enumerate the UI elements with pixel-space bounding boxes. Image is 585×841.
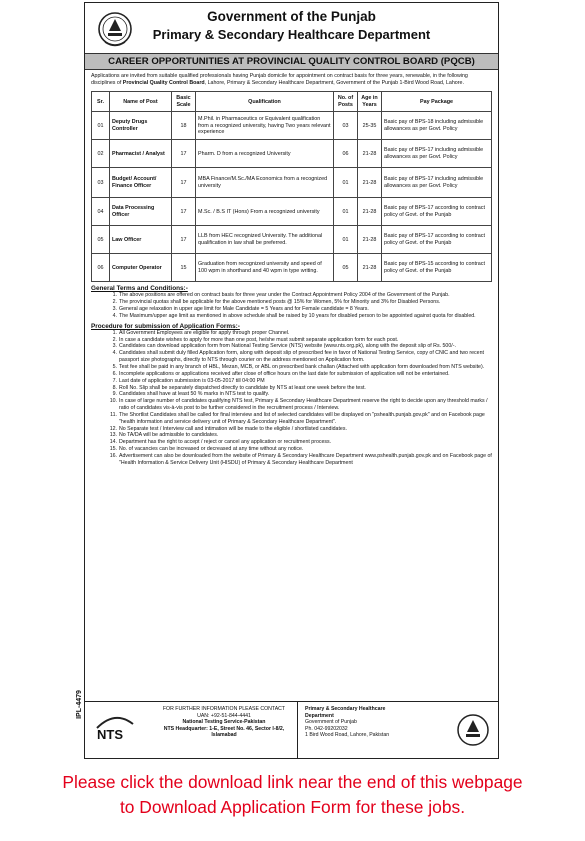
cell-post: Budget/ Account/ Finance Officer [110, 168, 172, 198]
list-item: 13. No TA/DA will be admissible to candidates. [109, 432, 219, 439]
col-header-scale: Basic Scale [172, 92, 196, 112]
list-item: 2. The provincial quotas shall be applicable for the above mentioned posts @ 15% for Women, 5% for Minority and 3% for Disabled Persons. [112, 299, 441, 306]
cell-pay: Basic pay of BPS-17 including admissible allowances as per Govt. Policy [382, 168, 492, 198]
list-item: 12. No Separate test / Interview call and intimation will be made to the eligible / shortlisted candidates. [109, 425, 347, 432]
cell-sr: 05 [92, 226, 110, 254]
list-item: 16. Advertisement can also be downloaded from the website of Primary & Secondary Healthcare Department www.pshealth.punjab.gov.pk and on Facebook page of "Health Information & Service Delivery Unit (HISDU) of Primary & Secondary Healthcare Department [109, 452, 492, 466]
cell-age: 21-28 [358, 198, 382, 226]
general-terms-heading: General Terms and Conditions:- [91, 285, 188, 293]
cell-qualification: Graduation from recognized university and speed of 100 wpm in shorthand and 40 wpm in type writing. [196, 254, 334, 282]
government-title: Government of the Punjab [207, 9, 376, 24]
cell-post: Law Officer [110, 226, 172, 254]
col-header-pay: Pay Package [382, 92, 492, 112]
cell-pay: Basic pay of BPS-18 including admissible allowances as per Govt. Policy [382, 112, 492, 140]
general-terms-list [112, 292, 492, 319]
list-item: 2. In case a candidate wishes to apply for more than one post, he/she must submit separate application form for each post. [112, 336, 399, 343]
cell-age: 21-28 [358, 168, 382, 198]
cell-pay: Basic pay of BPS-17 according to contract policy of Govt. of the Punjab [382, 226, 492, 254]
list-item: 8. Roll No. Slip shall be separately dispatched directly to candidate by NTS at least one week before the test. [112, 384, 366, 391]
list-item: 10. In case of large number of candidates qualifying NTS test, Primary & Secondary Healthcare Department reserve the right to decide upon any threshold marks / ratio of candidates vis-à-vis post to be further considered in the recruitment process / Interview. [109, 398, 488, 412]
col-header-post: Name of Post [110, 92, 172, 112]
cell-age: 21-28 [358, 226, 382, 254]
intro-paragraph: Applications are invited from suitable qualified professionals having Punjab domicile for appointment on contract basis for three years, renewable, in the following disciplines of Provincial Quality Control Board, Lahore, Primary & Secondary Healthcare Department, Government of the Punjab 1-Bird Wood Road, Lahore. [91, 73, 468, 87]
nts-contact [159, 706, 289, 739]
download-notice [0, 770, 585, 820]
cell-scale: 15 [172, 254, 196, 282]
cell-qualification: M.Phil. in Pharmaceutics or Equivalent qualification from a recognized university, having Two years relevant experience [196, 112, 334, 140]
list-item: 1. All Government Employees are eligible for apply through proper Channel. [112, 329, 290, 336]
download-notice-line1: Please click the download link near the end of this webpage [62, 772, 523, 792]
table-row [92, 226, 492, 254]
uan: UAN: +92-51-844-4441 [197, 712, 251, 719]
table-row [92, 254, 492, 282]
cell-scale: 17 [172, 198, 196, 226]
list-item: 11. The Shortlist Candidates shall be called for final interview and list of selected candidates will be displayed on "pshealth.punjab.gov.pk" and on Facebook page "health information and service delivery unit of Primary & Secondary Healthcare Department". [110, 411, 485, 425]
table-row [92, 140, 492, 168]
cell-posts: 01 [334, 168, 358, 198]
col-header-sr: Sr. [92, 92, 110, 112]
footer-divider [297, 702, 298, 758]
table-row [92, 112, 492, 140]
cell-sr: 02 [92, 140, 110, 168]
cell-age: 21-28 [358, 254, 382, 282]
cell-sr: 04 [92, 198, 110, 226]
table-row [92, 168, 492, 198]
cell-post: Data Processing Officer [110, 198, 172, 226]
col-header-posts: No. of Posts [334, 92, 358, 112]
contact-title: FOR FURTHER INFORMATION PLEASE CONTACT [162, 706, 286, 712]
cell-qualification: MBA Finance/M.Sc./MA Economics from a recognized university [196, 168, 334, 198]
cell-posts: 01 [334, 226, 358, 254]
ad-footer [85, 701, 498, 758]
cell-scale: 17 [172, 140, 196, 168]
procedure-heading: Procedure for submission of Application Forms:- [91, 322, 240, 330]
cell-sr: 03 [92, 168, 110, 198]
nts-logo [93, 712, 137, 742]
dept-govt: Government of Punjab [305, 719, 357, 726]
ipl-code: IPL-4479 [75, 690, 83, 719]
cell-scale: 17 [172, 226, 196, 254]
cell-post: Deputy Drugs Controller [110, 112, 172, 140]
cell-post: Computer Operator [110, 254, 172, 282]
ad-header [91, 6, 492, 53]
svg-text:NTS: NTS [97, 727, 123, 742]
table-row [92, 198, 492, 226]
cell-sr: 01 [92, 112, 110, 140]
cell-posts: 03 [334, 112, 358, 140]
dept-name: Primary & Secondary Healthcare Department [305, 706, 386, 719]
jobs-table [91, 91, 492, 282]
list-item: 1. The above positions are offered on contract basis for three year under the Contract Appointment Policy 2004 of the Government of the Punjab. [112, 292, 450, 299]
cell-pay: Basic pay of BPS-17 including admissible allowances as per Govt. Policy [382, 140, 492, 168]
list-item: 6. Incomplete applications or applications received after close of office hours on the last date for submission of application will not be entertained. [112, 370, 450, 377]
cell-age: 21-28 [358, 140, 382, 168]
table-header-row [92, 92, 492, 112]
job-advertisement [75, 2, 499, 759]
cell-posts: 01 [334, 198, 358, 226]
list-item: 3. Candidates can download application form from National Testing Service (NTS) website (www.nts.org.pk), along with the deposit slip of Rs. 500/-. [112, 343, 456, 350]
nts-headquarter: NTS Headquarter: 1-E, Street No. 46, Sector I-8/2, Islamabad [163, 725, 285, 739]
cell-age: 25-35 [358, 112, 382, 140]
dept-address: 1 Bird Wood Road, Lahore, Pakistan [305, 732, 390, 739]
list-item: 7. Last date of application submission is 03-05-2017 till 04:00 PM [112, 377, 265, 384]
cell-qualification: LLB from HEC recognized University. The additional qualification in law shall be preferred. [196, 226, 334, 254]
cell-post: Pharmacist / Analyst [110, 140, 172, 168]
cell-pay: Basic pay of BPS-15 according to contract policy of Govt. of the Punjab [382, 254, 492, 282]
list-item: 14. Department has the right to accept / reject or cancel any application or recruitment process. [109, 439, 332, 446]
col-header-qualification: Qualification [196, 92, 334, 112]
punjab-government-logo [97, 9, 133, 49]
list-item: 5. Test fee shall be paid in any branch of HBL, Mezan, MCB, or ABL on prescribed bank challan (Attached with application form downloaded from NTS website). [112, 364, 485, 370]
download-notice-line2: to Download Application Form for these jobs. [119, 797, 466, 817]
department-title: Primary & Secondary Healthcare Department [152, 27, 431, 42]
cell-qualification: Pharm. D from a recognized University [196, 140, 334, 168]
cell-scale: 17 [172, 168, 196, 198]
col-header-age: Age in Years [358, 92, 382, 112]
list-item: 4. Candidates shall submit duly filled Application form, along with deposit slip of prescribed fee in favor of National Testing Service, copy of CNIC and two recent passport size photographs, directly to NTS through courier on the address mentioned on Application form. [112, 350, 484, 364]
cell-pay: Basic pay of BPS-17 according to contract policy of Govt. of the Punjab [382, 198, 492, 226]
career-banner: CAREER OPPORTUNITIES AT PROVINCIAL QUALITY CONTROL BOARD (PQCB) [85, 53, 498, 70]
cell-qualification: M.Sc. / B.S IT (Hons) From a recognized university [196, 198, 334, 226]
cell-scale: 18 [172, 112, 196, 140]
nts-name: National Testing Service-Pakistan [182, 719, 266, 726]
dept-phone: Ph. 042-99202032 [305, 725, 348, 732]
cell-posts: 05 [334, 254, 358, 282]
list-item: 9. Candidates shall have at least 50 % marks in NTS test to qualify. [112, 391, 270, 398]
list-item: 3. General age relaxation in upper age limit for Male Candidate = 5 Years and for Female candidate = 8 Years. [112, 306, 369, 313]
list-item: 4. The Maximum/upper age limit as mentioned in above schedule shall be raised by 10 years for disabled person to be appointed against quota for disabled. [112, 312, 476, 319]
punjab-seal-icon [456, 711, 490, 749]
cell-posts: 06 [334, 140, 358, 168]
department-contact [305, 706, 415, 739]
procedure-list [109, 329, 492, 467]
cell-sr: 06 [92, 254, 110, 282]
list-item: 15. No. of vacancies can be increased or decreased at any time without any notice. [109, 446, 304, 453]
